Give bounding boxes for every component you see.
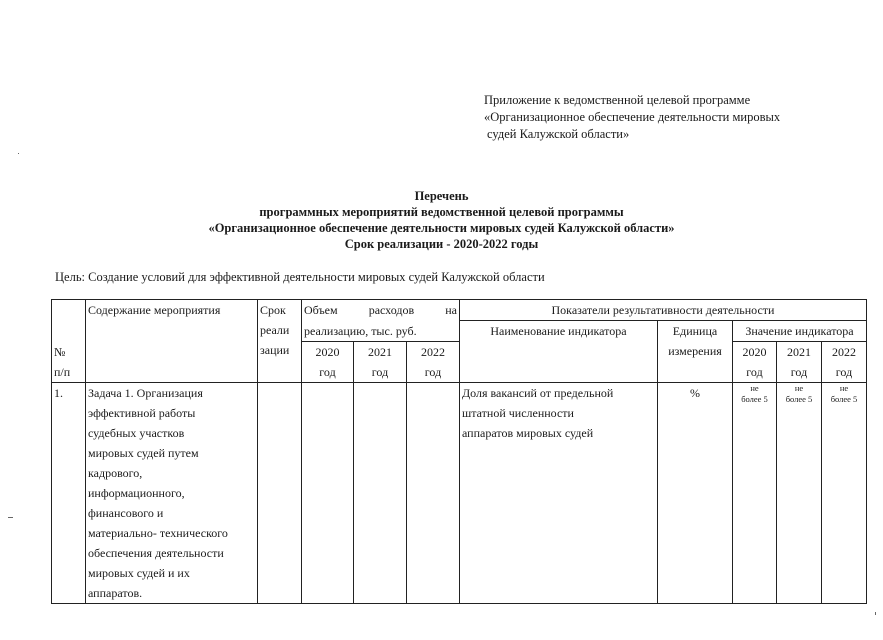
row-content-line: эффективной работы bbox=[88, 406, 196, 420]
row-volume-2021 bbox=[354, 383, 407, 604]
appendix-line-3: судей Калужской области» bbox=[487, 127, 630, 141]
header-value-year-2022: 2022 bbox=[822, 342, 867, 363]
row-value-2020-line-2: более 5 bbox=[741, 394, 768, 404]
row-value-2022-line-2: более 5 bbox=[830, 394, 858, 404]
header-volume-cell bbox=[302, 300, 460, 321]
row-value-2020-line-1: не bbox=[750, 383, 759, 393]
row-content-line: материально- технического bbox=[88, 526, 228, 540]
title-line-3: «Организационное обеспечение деятельности мировых судей Калужской области» bbox=[208, 221, 675, 235]
header-indicator-name: Наименование индикатора bbox=[460, 321, 658, 383]
header-volume-yearword-2: год bbox=[354, 362, 407, 383]
row-value-2022 bbox=[822, 383, 867, 604]
row-num: 1. bbox=[52, 383, 86, 604]
header-volume-yearword-3: год bbox=[407, 362, 460, 383]
header-term-line-1: Срок bbox=[260, 303, 286, 317]
row-content-line: Задача 1. Организация bbox=[88, 386, 203, 400]
header-term-line-2: реали bbox=[260, 323, 290, 337]
title-line-2: программных мероприятий ведомственной целевой программы bbox=[259, 205, 624, 219]
header-volume-word-3: на bbox=[445, 303, 457, 317]
header-unit-cell bbox=[658, 321, 733, 383]
row-value-2021-line-1: не bbox=[794, 383, 804, 393]
header-value-yearword-1: год bbox=[733, 362, 777, 383]
header-volume-year-2022: 2022 bbox=[407, 342, 460, 363]
header-volume-word-2: расходов bbox=[368, 303, 415, 317]
header-value-yearword-2: год bbox=[777, 362, 822, 383]
row-value-2020 bbox=[733, 383, 777, 604]
row-content-line: обеспечения деятельности bbox=[88, 546, 224, 560]
header-num-abbr: п/п bbox=[54, 365, 71, 379]
scan-speck bbox=[875, 612, 876, 615]
row-content-line: информационного, bbox=[88, 486, 185, 500]
header-volume-word-1: Объем bbox=[304, 303, 338, 317]
title-line-1: Перечень bbox=[414, 189, 469, 203]
header-volume-line-2: реализацию, тыс. руб. bbox=[302, 321, 460, 342]
header-value: Значение индикатора bbox=[733, 321, 867, 342]
document-title bbox=[0, 188, 883, 252]
appendix-line-1: Приложение к ведомственной целевой программе bbox=[484, 93, 751, 107]
header-term-cell bbox=[258, 300, 302, 383]
row-indicator bbox=[460, 383, 658, 604]
header-volume-yearword-1: год bbox=[302, 362, 354, 383]
header-indicators: Показатели результативности деятельности bbox=[460, 300, 867, 321]
header-content: Содержание мероприятия bbox=[86, 300, 258, 383]
row-content-line: мировых судей путем bbox=[88, 446, 199, 460]
row-unit: % bbox=[658, 383, 733, 604]
header-unit-line-2: измерения bbox=[668, 344, 722, 358]
header-num-symbol: № bbox=[54, 345, 66, 359]
header-value-yearword-3: год bbox=[822, 362, 867, 383]
row-content-line: судебных участков bbox=[88, 426, 185, 440]
header-unit-line-1: Единица bbox=[672, 324, 718, 338]
scan-speck bbox=[8, 517, 13, 518]
header-volume-year-2020: 2020 bbox=[302, 342, 354, 363]
row-content bbox=[86, 383, 258, 604]
row-volume-2022 bbox=[407, 383, 460, 604]
row-content-line: кадрового, bbox=[88, 466, 143, 480]
row-indicator-line: аппаратов мировых судей bbox=[462, 426, 594, 440]
title-line-4: Срок реализации - 2020-2022 годы bbox=[344, 237, 539, 251]
header-num-cell bbox=[52, 300, 86, 383]
row-content-line: мировых судей и их bbox=[88, 566, 190, 580]
row-value-2021-line-2: более 5 bbox=[785, 394, 813, 404]
row-term bbox=[258, 383, 302, 604]
row-value-2021 bbox=[777, 383, 822, 604]
header-term-line-3: зации bbox=[260, 343, 290, 357]
row-content-line: финансового и bbox=[88, 506, 164, 520]
header-volume-year-2021: 2021 bbox=[354, 342, 407, 363]
row-content-line: аппаратов. bbox=[88, 586, 143, 600]
header-value-year-2021: 2021 bbox=[777, 342, 822, 363]
goal-text: Цель: Создание условий для эффективной деятельности мировых судей Калужской области bbox=[55, 270, 545, 284]
row-value-2022-line-1: не bbox=[839, 383, 849, 393]
header-value-year-2020: 2020 bbox=[733, 342, 777, 363]
appendix-line-2: «Организационное обеспечение деятельности мировых bbox=[484, 110, 781, 124]
row-volume-2020 bbox=[302, 383, 354, 604]
row-indicator-line: штатной численности bbox=[462, 406, 574, 420]
measures-table bbox=[51, 299, 867, 604]
row-indicator-line: Доля вакансий от предельной bbox=[462, 386, 614, 400]
scan-speck bbox=[18, 153, 19, 154]
table-row bbox=[52, 383, 867, 604]
appendix-header bbox=[484, 92, 844, 143]
